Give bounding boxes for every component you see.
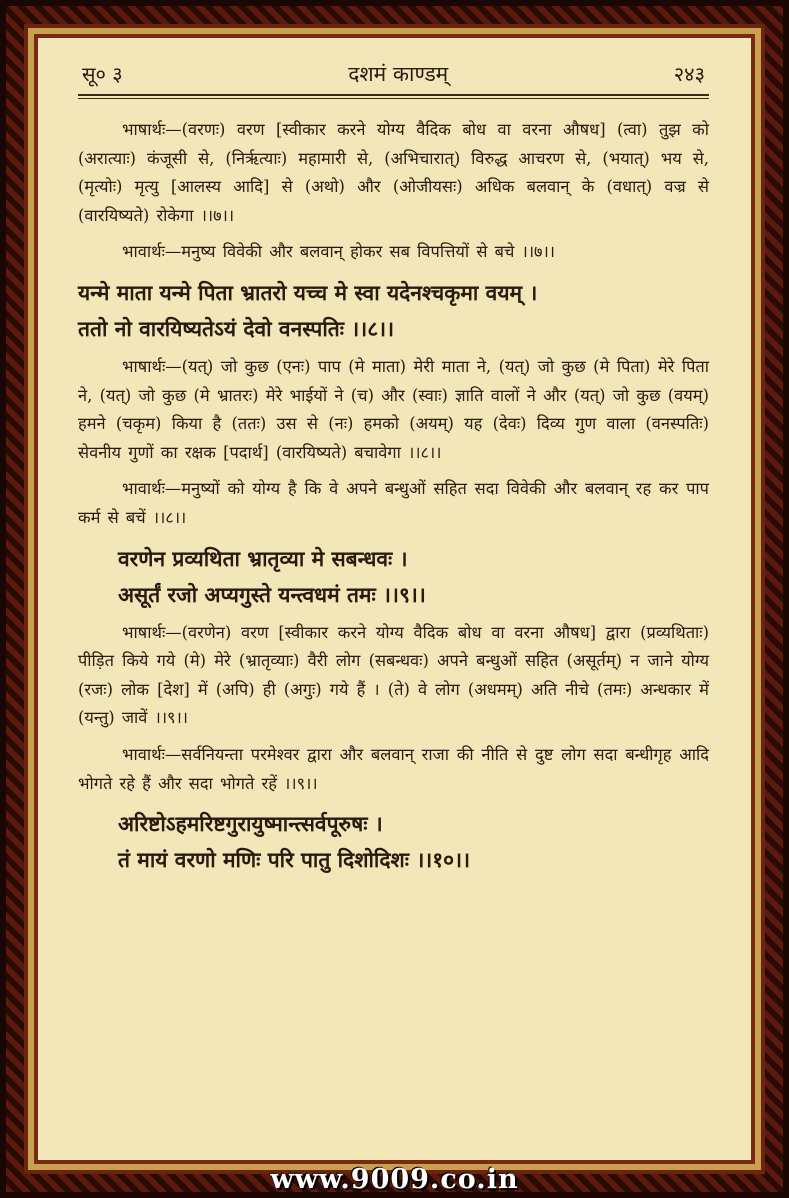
- page-body: [78, 116, 709, 878]
- meaning-paragraph-9: भावार्थः—सर्वनियन्ता परमेश्वर द्वारा और बलवान् राजा की नीति से दुष्ट लोग सदा बन्धीगृह आदि भोगते रहे हैं और सदा भोगते रहें ।।९।।: [78, 744, 709, 793]
- verse-8-line-2: ततो नो वारयिष्यतेऽयं देवो वनस्पतिः ।।८।।: [78, 315, 395, 341]
- translation-paragraph-9: भाषार्थः—(वरणेन) वरण [स्वीकार करने योग्य वैदिक बोध वा वरना औषध] द्वारा (प्रव्यथिताः) पीड़ित किये गये (मे) मेरे (भ्रातृव्याः) वैरी लोग (सबन्धवः) अपने बन्धुओं सहित (असूर्तम्) न जाने योग्य (रजः) लोक [देश] में (अपि) ही (अगुः) गये हैं । (ते) वे लोग (अधमम्) अति नीचे (तमः) अन्धकार में (यन्तु) जावें ।।९।।: [78, 622, 709, 728]
- verse-10-line-1: अरिष्टोऽहमरिष्टगुरायुष्मान्त्सर्वपूरुषः ।: [118, 811, 383, 837]
- translation-paragraph-7: भाषार्थः—(वरणः) वरण [स्वीकार करने योग्य वैदिक बोध वा वरना औषध] (त्वा) तुझ को (अरात्याः) कंजूसी से, (निर्ऋत्याः) महामारी से, (अभिचारात्) विरुद्ध आचरण से, (भयात्) भय से, (मृत्योः) मृत्यु [आलस्य आदि] से (अथो) और (ओजीयसः) अधिक बलवान् के (वधात्) वज्र से (वारयिष्यते) रोकेगा ।।७।।: [78, 120, 709, 225]
- website-link[interactable]: www.9009.co.in: [270, 1163, 519, 1195]
- book-page: [38, 38, 751, 1160]
- verse-10-line-2: तं मायं वरणो मणिः परि पातु दिशोदिशः ।।१०।।: [118, 847, 471, 873]
- verse-9-line-2: असूर्तं रजो अप्यगुस्ते यन्त्वधमं तमः ।।९।।: [118, 581, 426, 607]
- kanda-title: दशमं काण्डम्: [348, 62, 449, 86]
- verse-8: [78, 275, 709, 347]
- verse-10: [78, 806, 709, 878]
- verse-9: [78, 541, 709, 613]
- site-footer: [0, 1160, 789, 1198]
- meaning-paragraph-8: भावार्थः—मनुष्यों को योग्य है कि वे अपने बन्धुओं सहित सदा विवेकी और बलवान् रह कर पाप कर्म से बचें ।।८।।: [78, 479, 709, 527]
- sukta-number: सू० ३: [82, 62, 123, 86]
- page-number: २४३: [673, 62, 705, 86]
- verse-8-line-1: यन्मे माता यन्मे पिता भ्रातरो यच्च मे स्वा यदेनश्चकृमा वयम् ।: [78, 279, 538, 305]
- meaning-paragraph-7: भावार्थः—मनुष्य विवेकी और बलवान् होकर सब विपत्तियों से बचे ।।७।।: [122, 242, 556, 262]
- page-header: [78, 60, 709, 96]
- translation-paragraph-8: भाषार्थः—(यत्) जो कुछ (एनः) पाप (मे माता) मेरी माता ने, (यत्) जो कुछ (मे पिता) मेरे पिता ने, (यत्) जो कुछ (मे भ्रातरः) मेरे भाईयों ने (च) और (स्वाः) ज्ञाति वालों ने और (यत्) जो कुछ (वयम्) हमने (चकृम) किया है (ततः) उस से (नः) हमको (अयम्) यह (देवः) दिव्य गुण वाला (वनस्पतिः) सेवनीय गुणों का रक्षक [पदार्थ] (वारयिष्यते) बचावेगा ।।८।।: [78, 356, 709, 462]
- verse-9-line-1: वरणेन प्रव्यथिता भ्रातृव्या मे सबन्धवः ।: [118, 545, 408, 571]
